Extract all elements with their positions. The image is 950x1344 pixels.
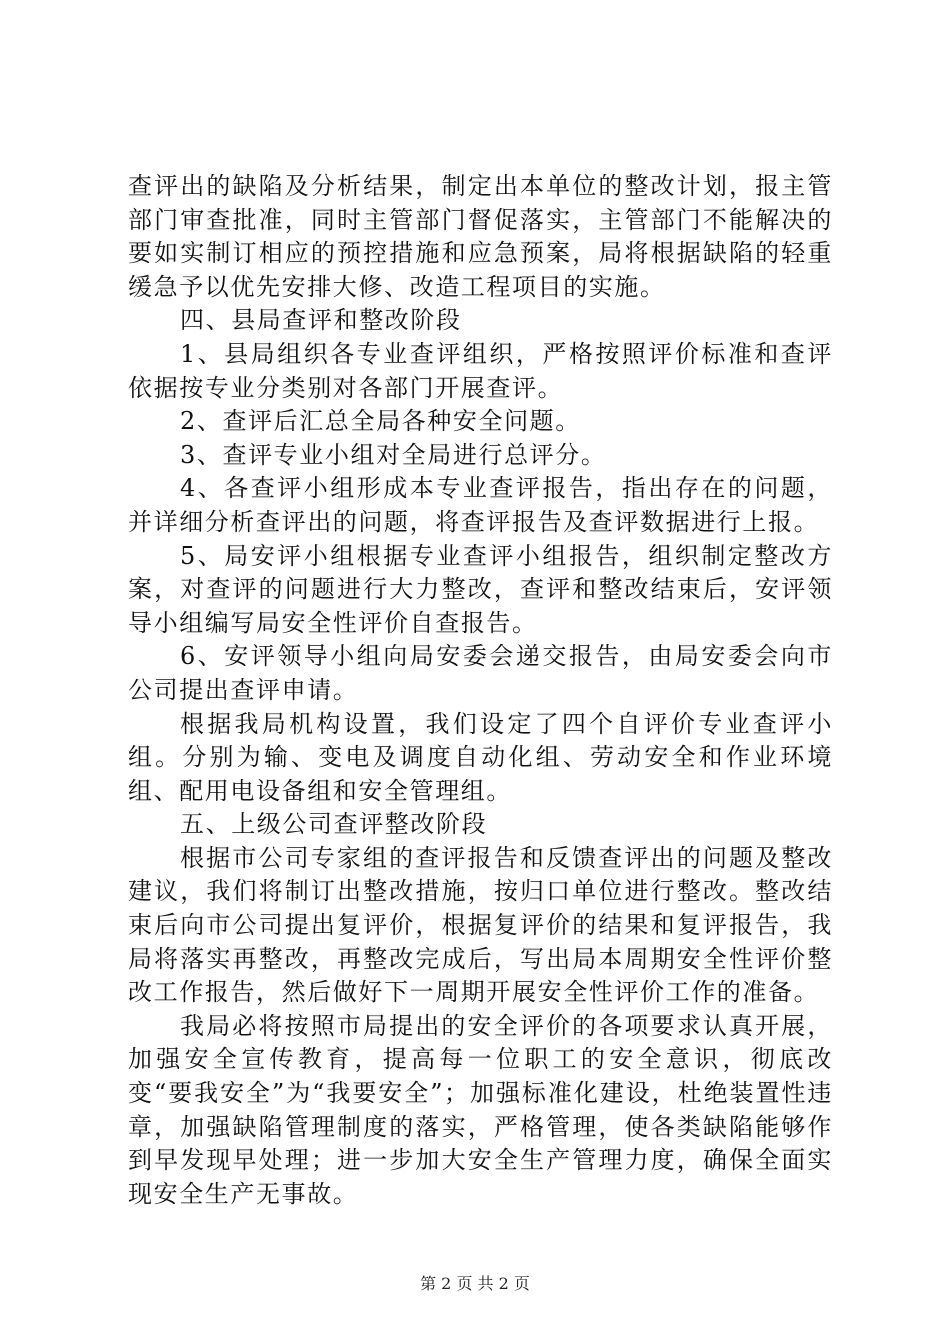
list-item-1: 1、县局组织各专业查评组织，严格按照评价标准和查评依据按专业分类别对各部门开展查评。 bbox=[128, 339, 833, 402]
paragraph-rectification: 根据市公司专家组的查评报告和反馈查评出的问题及整改建议，我们将制订出整改措施，按归口单位进行整改。整改结束后向市公司提出复评价，根据复评价的结果和复评报告，我局将落实再整改，再整改完成后，写出局本周期安全性评价整改工作报告，然后做好下一周期开展安全性评价工作的准备。 bbox=[128, 843, 833, 1007]
list-item-4: 4、各查评小组形成本专业查评报告，指出存在的问题，并详细分析查评出的问题，将查评报告及查评数据进行上报。 bbox=[128, 474, 833, 536]
section-heading-5: 五、上级公司查评整改阶段 bbox=[180, 810, 488, 839]
list-item-3: 3、查评专业小组对全局进行总评分。 bbox=[180, 440, 607, 469]
document-body bbox=[128, 170, 833, 1211]
section-heading-4: 四、县局查评和整改阶段 bbox=[180, 306, 462, 335]
list-item-5: 5、局安评小组根据专业查评小组报告，组织制定整改方案，对查评的问题进行大力整改，查评和整改结束后，安评领导小组编写局安全性评价自查报告。 bbox=[128, 541, 833, 637]
paragraph-groups: 根据我局机构设置，我们设定了四个自评价专业查评小组。分别为输、变电及调度自动化组、劳动安全和作业环境组、配用电设备组和安全管理组。 bbox=[128, 709, 833, 805]
list-item-2: 2、查评后汇总全局各种安全问题。 bbox=[180, 407, 581, 436]
paragraph-1: 查评出的缺陷及分析结果，制定出本单位的整改计划，报主管部门审查批准，同时主管部门督促落实，主管部门不能解决的要如实制订相应的预控措施和应急预案，局将根据缺陷的轻重缓急予以优先安排大修、改造工程项目的实施。 bbox=[128, 172, 833, 301]
page-footer: 第 2 页 共 2 页 bbox=[420, 1274, 530, 1293]
paragraph-conclusion: 我局必将按照市局提出的安全评价的各项要求认真开展，加强安全宣传教育，提高每一位职工的安全意识，彻底改变“要我安全”为“我要安全”；加强标准化建设，杜绝装置性违章，加强缺陷管理制度的落实，严格管理，使各类缺陷能够作到早发现早处理；进一步加大安全生产管理力度，确保全面实现安全生产无事故。 bbox=[128, 1011, 833, 1208]
list-item-6: 6、安评领导小组向局安委会递交报告，由局安委会向市公司提出查评申请。 bbox=[128, 642, 833, 704]
